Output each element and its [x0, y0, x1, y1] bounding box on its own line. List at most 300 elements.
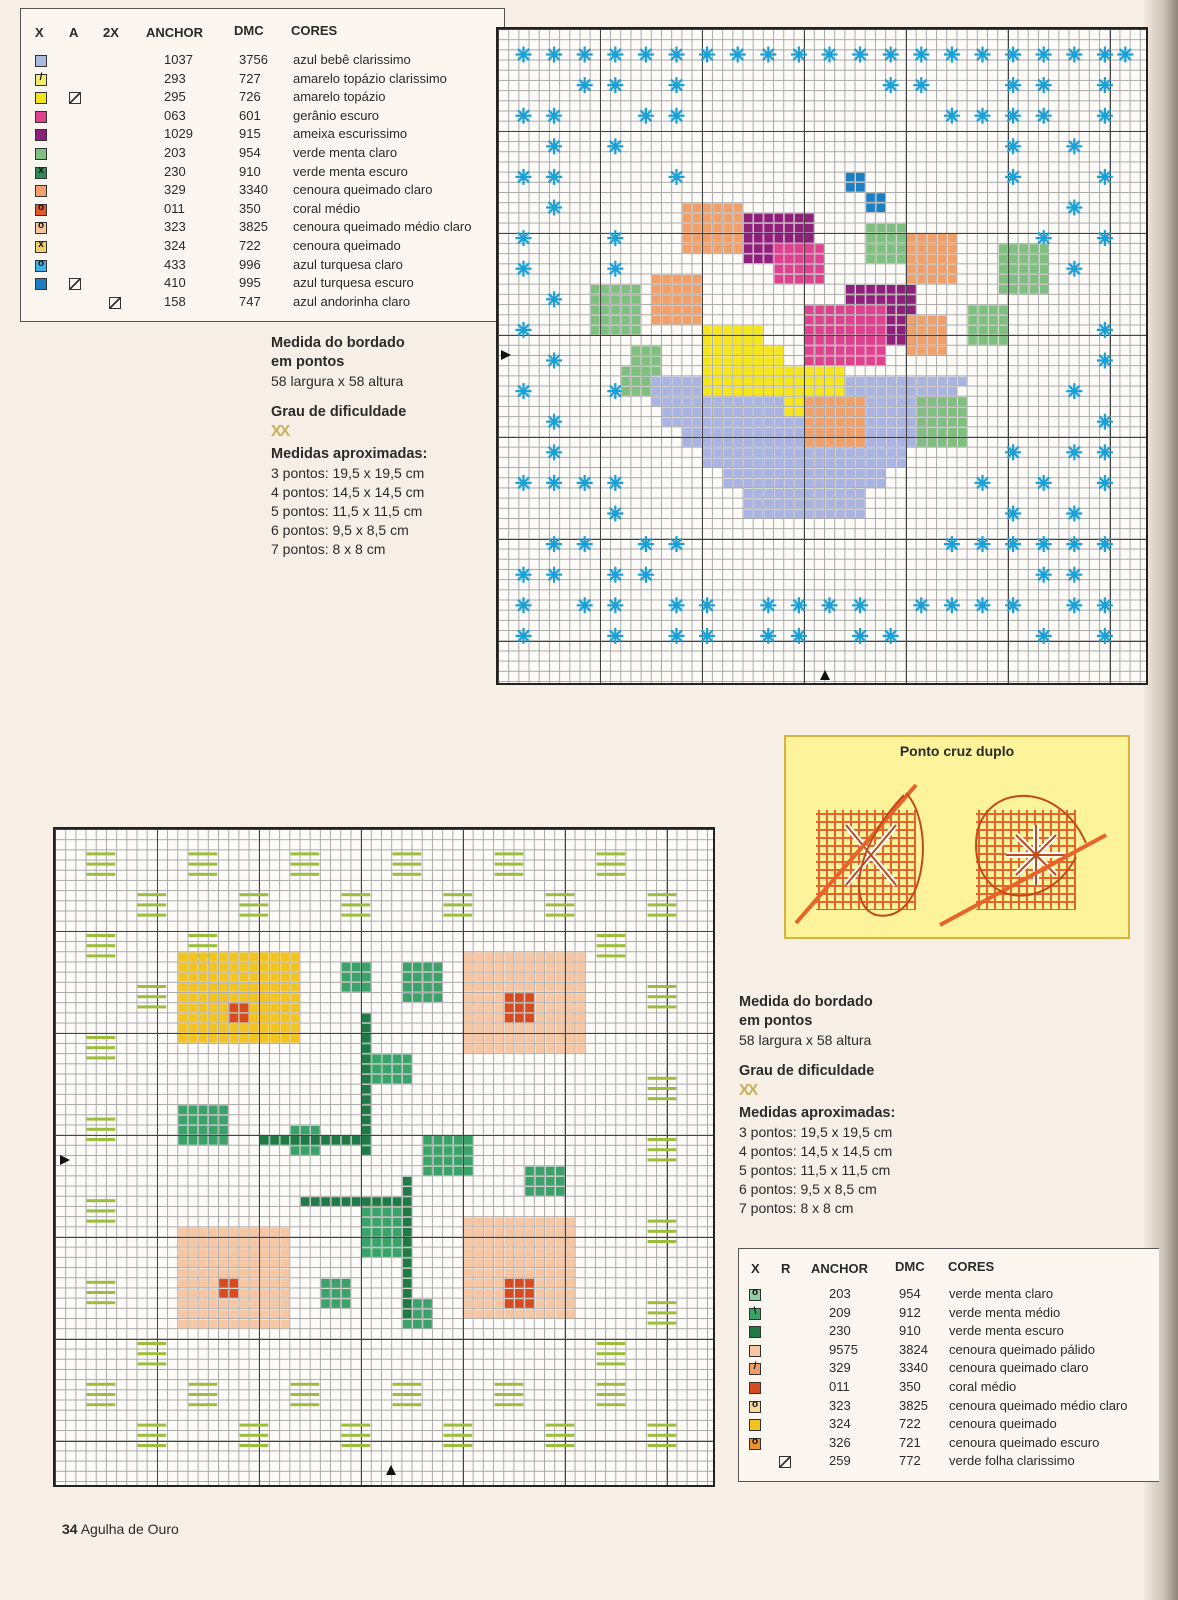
green-dash-stitch [87, 1199, 116, 1202]
coral-center-stitches [505, 993, 514, 1002]
green-leaf-stitches [621, 295, 630, 304]
peach-rose-stitches [566, 1309, 575, 1318]
orange-flower-stitches [938, 346, 947, 355]
yellow-rose-stitches [219, 993, 228, 1002]
peach-rose-stitches [535, 1299, 544, 1308]
peach-rose-stitches [566, 952, 575, 961]
bowl-stitches [897, 438, 906, 447]
pink-flower-stitches [795, 244, 804, 253]
coral-center-stitches [525, 1003, 534, 1012]
green-dash-stitch [648, 893, 677, 896]
blue-star-stitch [607, 138, 623, 154]
green-dash-stitch [444, 893, 473, 896]
green-dash-stitch [87, 1118, 116, 1121]
dark-green-stem-stitches [403, 1299, 412, 1308]
blue-star-stitch [791, 47, 807, 63]
peach-rose-stitches [515, 1258, 524, 1267]
bowl-rim [866, 377, 875, 386]
dark-green-stem-stitches [301, 1197, 310, 1206]
green-leaf-stitches [591, 316, 600, 325]
yellow-flower-stitches [744, 346, 753, 355]
pink-flower-stitches [866, 346, 875, 355]
blue-star-stitch [1005, 536, 1021, 552]
legend-dmc: 747 [239, 293, 261, 309]
coral-center-stitches [505, 1003, 514, 1012]
peach-rose-stitches [495, 1024, 504, 1033]
green-dash-stitch [648, 1444, 677, 1447]
green-dash-stitch [87, 1128, 116, 1131]
peach-rose-stitches [270, 1258, 279, 1267]
yellow-rose-stitches [250, 993, 259, 1002]
green-leaf-stitches [948, 428, 957, 437]
peach-rose-stitches [464, 973, 473, 982]
peach-rose-stitches [209, 1299, 218, 1308]
bowl-stitches [876, 397, 885, 406]
legend-anchor: 1029 [164, 126, 193, 142]
bowl-stitches [846, 469, 855, 478]
yellow-flower-stitches [723, 387, 732, 396]
peach-rose-stitches [556, 983, 565, 992]
bottom-chart-pattern [55, 829, 715, 1487]
color-swatch [35, 129, 47, 141]
bowl-stitches [744, 479, 753, 488]
orange-flower-stitches [825, 407, 834, 416]
orange-flower-stitches [825, 428, 834, 437]
green-leaf-stitches [362, 1248, 371, 1257]
yellow-rose-stitches [189, 993, 198, 1002]
green-leaf-stitches [642, 377, 651, 386]
peach-rose-stitches [546, 1024, 555, 1033]
yellow-rose-stitches [189, 1003, 198, 1012]
yellow-flower-stitches [754, 377, 763, 386]
color-swatch [749, 1382, 761, 1394]
bowl-stitches [795, 499, 804, 508]
peach-rose-stitches [474, 1309, 483, 1318]
orange-flower-stitches [836, 428, 845, 437]
peach-rose-stitches [495, 1279, 504, 1288]
dark-green-stem-stitches [362, 1054, 371, 1063]
yellow-flower-stitches [805, 367, 814, 376]
yellow-rose-stitches [229, 1024, 238, 1033]
bowl-stitches [774, 448, 783, 457]
peach-rose-stitches [546, 1003, 555, 1012]
orange-flower-stitches [815, 428, 824, 437]
green-leaf-stitches [917, 438, 926, 447]
pink-flower-stitches [815, 305, 824, 314]
purple-flower-stitches [887, 336, 896, 345]
bowl-stitches [713, 428, 722, 437]
bowl-stitches [693, 418, 702, 427]
medidas-label: Medidas aproximadas: [271, 446, 428, 462]
peach-rose-stitches [566, 1014, 575, 1023]
yellow-rose-stitches [270, 983, 279, 992]
peach-rose-stitches [484, 1218, 493, 1227]
green-leaf-stitches [423, 983, 432, 992]
peach-rose-stitches [556, 1269, 565, 1278]
legend-anchor: 323 [829, 1397, 851, 1413]
orange-flower-stitches [734, 214, 743, 223]
yellow-flower-stitches [723, 367, 732, 376]
green-leaf-stitches [433, 1167, 442, 1176]
bowl-stitches [734, 458, 743, 467]
yellow-rose-stitches [219, 1024, 228, 1033]
color-swatch [35, 241, 47, 253]
medida-5-pontos: 5 pontos: 11,5 x 11,5 cm [271, 503, 423, 519]
legend-anchor: 293 [164, 70, 186, 86]
legend-cor: azul turquesa escuro [293, 275, 414, 291]
purple-flower-stitches [805, 214, 814, 223]
orange-flower-stitches [683, 295, 692, 304]
orange-flower-stitches [856, 397, 865, 406]
purple-flower-stitches [795, 234, 804, 243]
peach-rose-stitches [535, 983, 544, 992]
green-leaf-stitches [433, 1156, 442, 1165]
medida-3-pontos: 3 pontos: 19,5 x 19,5 cm [739, 1124, 893, 1140]
green-dash-stitch [648, 1087, 677, 1090]
legend-anchor: 329 [164, 182, 186, 198]
green-leaf-stitches [958, 397, 967, 406]
legend-row [21, 126, 504, 145]
bowl-stitches [897, 418, 906, 427]
green-leaf-stitches [632, 367, 641, 376]
yellow-rose-stitches [260, 983, 269, 992]
yellow-flower-stitches [774, 387, 783, 396]
blue-star-stitch [699, 628, 715, 644]
bowl-stitches [723, 469, 732, 478]
pink-flower-stitches [815, 244, 824, 253]
coral-center-stitches [229, 1003, 238, 1012]
green-leaf-stitches [423, 1136, 432, 1145]
green-leaf-stitches [968, 336, 977, 345]
green-leaf-stitches [413, 973, 422, 982]
bowl-stitches [774, 418, 783, 427]
peach-rose-stitches [484, 1238, 493, 1247]
blue-star-stitch [669, 77, 685, 93]
green-dash-stitch [291, 873, 320, 876]
green-leaf-stitches [454, 1167, 463, 1176]
orange-flower-stitches [662, 285, 671, 294]
peach-rose-stitches [484, 1269, 493, 1278]
peach-rose-stitches [464, 1003, 473, 1012]
bowl-stitches [846, 458, 855, 467]
blue-star-stitch [1066, 536, 1082, 552]
green-leaf-stitches [413, 983, 422, 992]
peach-rose-stitches [556, 1044, 565, 1053]
blue-star-stitch [669, 169, 685, 185]
pink-flower-stitches [836, 316, 845, 325]
bowl-stitches [734, 418, 743, 427]
bowl-stitches [785, 479, 794, 488]
peach-rose-stitches [464, 1034, 473, 1043]
bowl-stitches [805, 509, 814, 518]
bowl-stitches [815, 499, 824, 508]
orange-flower-stitches [693, 275, 702, 284]
peach-rose-stitches [556, 973, 565, 982]
peach-rose-stitches [576, 1014, 585, 1023]
color-swatch [35, 148, 47, 160]
bowl-stitches [815, 448, 824, 457]
bowl-stitches [703, 418, 712, 427]
yellow-rose-stitches [209, 973, 218, 982]
purple-flower-stitches [744, 234, 753, 243]
bowl-stitches [846, 448, 855, 457]
orange-flower-stitches [938, 244, 947, 253]
green-dash-stitch [189, 1383, 218, 1386]
peach-rose-stitches [464, 963, 473, 972]
yellow-rose-stitches [291, 1024, 300, 1033]
blue-dot-stitches [856, 183, 865, 192]
orange-flower-stitches [683, 203, 692, 212]
bowl-stitches [744, 499, 753, 508]
blue-star-stitch [975, 536, 991, 552]
peach-rose-stitches [474, 1279, 483, 1288]
orange-flower-stitches [948, 244, 957, 253]
legend-row [21, 294, 504, 313]
peach-rose-stitches [178, 1258, 187, 1267]
legend-row [21, 71, 504, 90]
green-leaf-stitches [331, 1279, 340, 1288]
green-dash-stitch [87, 1056, 116, 1059]
orange-flower-stitches [907, 254, 916, 263]
color-swatch [35, 222, 47, 234]
peach-rose-stitches [515, 963, 524, 972]
green-leaf-stitches [621, 377, 630, 386]
green-leaf-stitches [393, 1248, 402, 1257]
green-dash-stitch [393, 863, 422, 866]
peach-rose-stitches [219, 1238, 228, 1247]
orange-flower-stitches [938, 316, 947, 325]
bowl-stitches [897, 458, 906, 467]
blue-star-stitch [1097, 322, 1113, 338]
yellow-rose-stitches [229, 963, 238, 972]
coral-center-stitches [515, 1279, 524, 1288]
green-dash-stitch [597, 1393, 626, 1396]
color-swatch [35, 92, 47, 104]
peach-rose-stitches [280, 1248, 289, 1257]
dark-green-stem-stitches [280, 1136, 289, 1145]
green-leaf-stitches [199, 1116, 208, 1125]
green-dash-stitch [87, 1403, 116, 1406]
bowl-stitches [774, 428, 783, 437]
yellow-flower-stitches [754, 326, 763, 335]
peach-rose-stitches [515, 1309, 524, 1318]
green-leaf-stitches [178, 1105, 187, 1114]
peach-rose-stitches [484, 1299, 493, 1308]
legend-anchor: 295 [164, 89, 186, 105]
peach-rose-stitches [576, 1044, 585, 1053]
bowl-stitches [662, 387, 671, 396]
peach-rose-stitches [250, 1248, 259, 1257]
pink-flower-stitches [856, 346, 865, 355]
yellow-flower-stitches [764, 346, 773, 355]
purple-flower-stitches [764, 244, 773, 253]
peach-rose-stitches [525, 963, 534, 972]
orange-flower-stitches [917, 316, 926, 325]
bowl-stitches [774, 489, 783, 498]
peach-rose-stitches [556, 1258, 565, 1267]
legend-row [739, 1342, 1159, 1361]
peach-rose-stitches [199, 1309, 208, 1318]
peach-rose-stitches [219, 1248, 228, 1257]
peach-rose-stitches [484, 973, 493, 982]
bowl-stitches [683, 387, 692, 396]
pink-flower-stitches [846, 356, 855, 365]
yellow-flower-stitches [754, 346, 763, 355]
legend-header-anchor: ANCHOR [146, 25, 204, 40]
color-swatch [35, 185, 47, 197]
peach-rose-stitches [464, 1289, 473, 1298]
green-dash-stitch [138, 995, 167, 998]
bowl-stitches [652, 397, 661, 406]
peach-rose-stitches [219, 1320, 228, 1329]
orange-flower-stitches [927, 254, 936, 263]
yellow-rose-stitches [229, 983, 238, 992]
green-leaf-stitches [189, 1116, 198, 1125]
legend-cor: ameixa escurissimo [293, 126, 408, 142]
bowl-stitches [774, 397, 783, 406]
legend-cor: verde menta médio [949, 1304, 1061, 1320]
green-leaf-stitches [989, 336, 998, 345]
pink-flower-stitches [846, 305, 855, 314]
orange-flower-stitches [683, 244, 692, 253]
bottom-chart-col-arrow [386, 1465, 396, 1475]
peach-rose-stitches [556, 1218, 565, 1227]
yellow-flower-stitches [754, 336, 763, 345]
bowl-stitches [774, 438, 783, 447]
green-dash-stitch [444, 914, 473, 917]
peach-rose-stitches [270, 1309, 279, 1318]
green-leaf-stitches [433, 983, 442, 992]
legend-dmc: 912 [899, 1304, 921, 1320]
dark-green-stem-stitches [301, 1136, 310, 1145]
green-leaf-stitches [546, 1167, 555, 1176]
blue-star-stitch [1036, 567, 1052, 583]
green-leaf-stitches [958, 438, 967, 447]
green-dash-stitch [87, 1046, 116, 1049]
peach-rose-stitches [495, 983, 504, 992]
bowl-stitches [723, 438, 732, 447]
bowl-stitches [703, 397, 712, 406]
yellow-rose-stitches [209, 952, 218, 961]
peach-rose-stitches [189, 1299, 198, 1308]
bowl-stitches [876, 458, 885, 467]
legend-dmc: 772 [899, 1453, 921, 1469]
peach-rose-stitches [474, 973, 483, 982]
yellow-flower-stitches [713, 326, 722, 335]
yellow-flower-stitches [713, 356, 722, 365]
peach-rose-stitches [229, 1299, 238, 1308]
dark-green-stem-stitches [362, 1146, 371, 1155]
peach-rose-stitches [260, 1299, 269, 1308]
blue-star-stitch [516, 230, 532, 246]
peach-rose-stitches [474, 983, 483, 992]
blue-star-stitch [883, 628, 899, 644]
bowl-stitches [754, 509, 763, 518]
pink-flower-stitches [795, 265, 804, 274]
dark-green-stem-stitches [403, 1258, 412, 1267]
yellow-flower-stitches [713, 377, 722, 386]
peach-rose-stitches [229, 1269, 238, 1278]
backstitch-symbol [779, 1456, 791, 1468]
peach-rose-stitches [495, 1248, 504, 1257]
peach-rose-stitches [260, 1309, 269, 1318]
green-dash-stitch [597, 944, 626, 947]
purple-flower-stitches [744, 224, 753, 233]
legend-dmc: 726 [239, 89, 261, 105]
blue-star-stitch [760, 628, 776, 644]
orange-flower-stitches [948, 234, 957, 243]
pink-flower-stitches [866, 305, 875, 314]
yellow-flower-stitches [805, 377, 814, 386]
peach-rose-stitches [219, 1269, 228, 1278]
dark-green-stem-stitches [362, 1024, 371, 1033]
legend-anchor: 209 [829, 1304, 851, 1320]
bowl-rim [693, 377, 702, 386]
green-leaf-stitches [642, 346, 651, 355]
blue-star-stitch [883, 47, 899, 63]
blue-star-stitch [669, 47, 685, 63]
yellow-flower-stitches [703, 346, 712, 355]
blue-star-stitch [1097, 169, 1113, 185]
peach-rose-stitches [280, 1269, 289, 1278]
peach-rose-stitches [525, 1309, 534, 1318]
orange-flower-stitches [846, 428, 855, 437]
yellow-flower-stitches [795, 407, 804, 416]
green-leaf-stitches [382, 1238, 391, 1247]
purple-flower-stitches [897, 326, 906, 335]
green-dash-stitch [189, 863, 218, 866]
legend-anchor: 203 [164, 145, 186, 160]
orange-flower-stitches [815, 397, 824, 406]
blue-star-stitch [516, 597, 532, 613]
orange-flower-stitches [938, 254, 947, 263]
legend-row [21, 238, 504, 257]
pink-flower-stitches [815, 346, 824, 355]
top-embroidery-info [271, 334, 427, 559]
blue-star-stitch [546, 108, 562, 124]
green-leaf-stitches [632, 285, 641, 294]
orange-flower-stitches [927, 275, 936, 284]
blue-star-stitch [1066, 597, 1082, 613]
bowl-stitches [744, 418, 753, 427]
blue-star-stitch [516, 567, 532, 583]
blue-star-stitch [1097, 353, 1113, 369]
green-dash-stitch [87, 1383, 116, 1386]
green-leaf-stitches [632, 377, 641, 386]
yellow-flower-stitches [785, 377, 794, 386]
legend-cor: cenoura queimado pálido [949, 1341, 1095, 1357]
bowl-stitches [866, 387, 875, 396]
yellow-rose-stitches [178, 1003, 187, 1012]
orange-flower-stitches [856, 438, 865, 447]
bowl-stitches [774, 407, 783, 416]
green-leaf-stitches [209, 1136, 218, 1145]
peach-rose-stitches [229, 1238, 238, 1247]
green-leaf-stitches [393, 1054, 402, 1063]
yellow-rose-stitches [219, 963, 228, 972]
dark-green-stem-stitches [362, 1126, 371, 1135]
peach-rose-stitches [515, 1034, 524, 1043]
green-leaf-stitches [999, 275, 1008, 284]
bowl-stitches [683, 438, 692, 447]
yellow-rose-stitches [209, 1034, 218, 1043]
green-leaf-stitches [423, 1156, 432, 1165]
bowl-stitches [825, 479, 834, 488]
bowl-stitches [672, 418, 681, 427]
blue-star-stitch [852, 628, 868, 644]
bowl-stitches [907, 418, 916, 427]
peach-rose-stitches [556, 1238, 565, 1247]
